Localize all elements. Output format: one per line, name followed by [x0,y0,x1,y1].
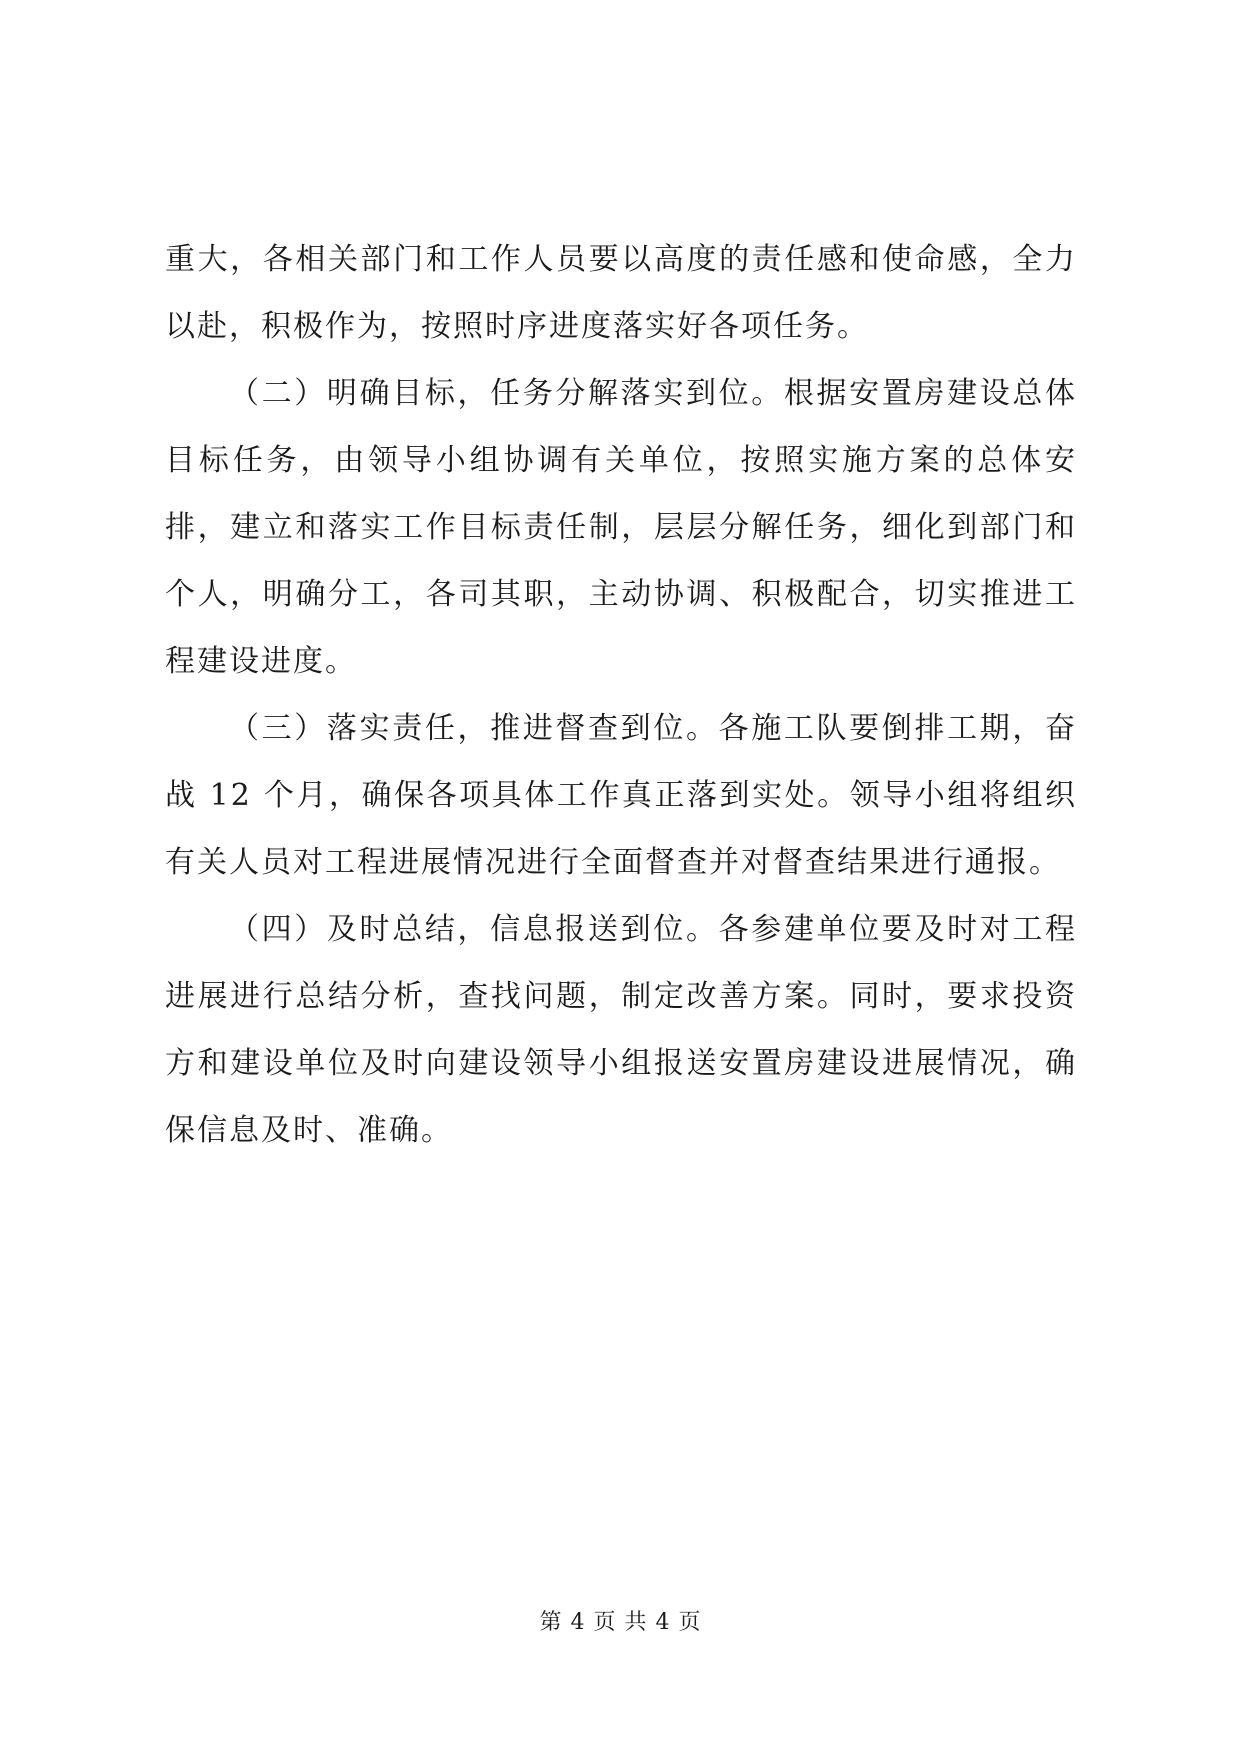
paragraph-section-three: （三）落实责任，推进督查到位。各施工队要倒排工期，奋战 12 个月，确保各项具体工作真正落到实处。领导小组将组织有关人员对工程进展情况进行全面督查并对督查结果进行通报。 [165,711,1077,880]
paragraph-continuation: 重大，各相关部门和工作人员要以高度的责任感和使命感，全力以赴，积极作为，按照时序进度落实好各项任务。 [165,242,1077,344]
paragraph-section-two: （二）明确目标，任务分解落实到位。根据安置房建设总体目标任务，由领导小组协调有关单位，按照实施方案的总体安排，建立和落实工作目标责任制，层层分解任务，细化到部门和个人，明确分工，各司其职，主动协调、积极配合，切实推进工程建设进度。 [165,376,1077,679]
page-number: 第 4 页 共 4 页 [539,1610,702,1635]
document-body [165,226,1077,1164]
page-footer [0,1608,1241,1638]
paragraph-section-four: （四）及时总结，信息报送到位。各参建单位要及时对工程进展进行总结分析，查找问题，制定改善方案。同时，要求投资方和建设单位及时向建设领导小组报送安置房建设进展情况，确保信息及时、准确。 [165,912,1077,1148]
